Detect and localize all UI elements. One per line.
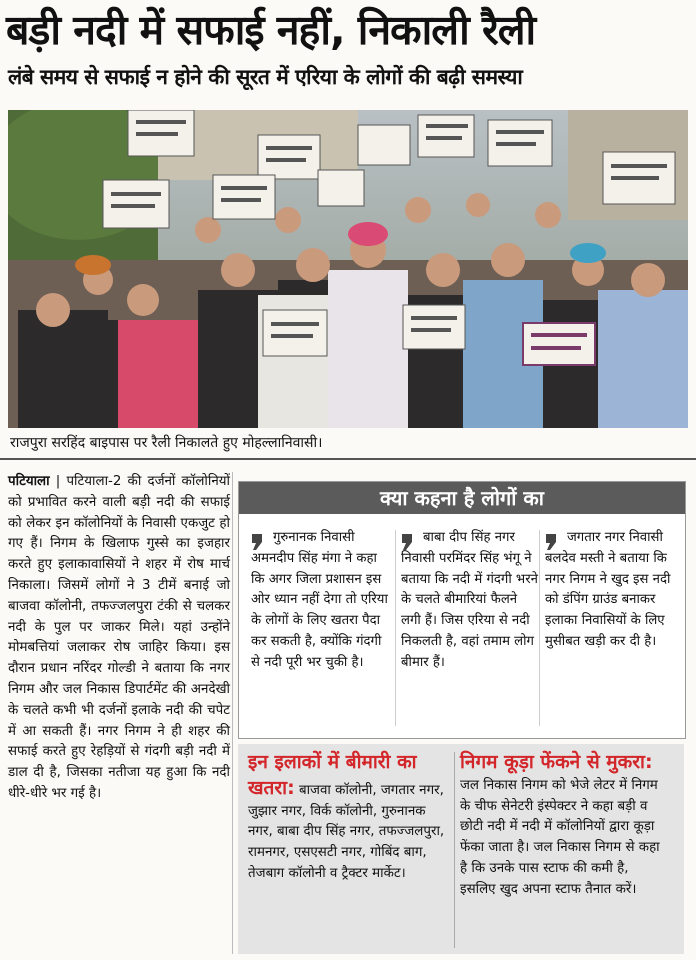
- dateline-separator: |: [49, 474, 67, 489]
- disease-risk-column: [248, 750, 454, 885]
- quote-2: [401, 528, 541, 674]
- quote-3: [545, 528, 685, 653]
- section-divider: [0, 458, 696, 460]
- photo-caption: राजपुरा सरहिंद बाइपास पर रैली निकालते हुए मोहल्लानिवासी।: [10, 435, 323, 451]
- subheadline: लंबे समय से सफाई न होने की सूरत में एरिया के लोगों की बढ़ी समस्या: [8, 65, 523, 89]
- quote-1-text: ने कहा कि अगर जिला प्रशासन इस ओर ध्यान नहीं देगा तो एरिया के लोगों के लिए खतरा पैदा कर सकती है, क्योंकि गंदगी से नदी पूरी भर चुकी है।: [251, 550, 388, 670]
- article-text: पटियाला-2 की दर्जनों कॉलोनियों को प्रभावित करने वाली बड़ी नदी की सफाई को लेकर इन कॉलोनियों के निवासी एकजुट हो गए हैं। निगम के खिलाफ गुस्से का इजहार करते हुए इलाकावासियों ने शहर में रोष मार्च निकाला। जिसमें लोगों ने 3 टीमें बनाई जो बाजवा कॉलोनी, तफज्जलपुरा टंकी से चलकर नदी के पुल पर जाकर मिले। यहां उन्होंने मोमबत्तियां जलाकर रोष जाहिर किया। इस दौरान प्रधान नरिंदर गोल्डी ने बताया कि नगर निगम और जल निकास डिपार्टमेंट की अनदेखी के चलते कभी भी दर्जनों इलाके नदी की चपेट में आ सकती हैं। नगर निगम ने ही शहर की सफाई करते हुए रेहड़ियों से गंदगी बड़ी नदी में डाल दी है, जिसका नतीजा यह हुआ कि नदी धीरे-धीरे भर गई है।: [8, 474, 230, 801]
- disease-risk-heading: इन इलाकों में बीमारी का खतरा:: [248, 751, 417, 799]
- headline: बड़ी नदी में सफाई नहीं, निकाली रैली: [6, 6, 536, 54]
- opinions-box: [238, 481, 686, 739]
- quote-divider: [395, 530, 396, 726]
- article-dateline: पटियाला: [8, 474, 50, 489]
- quote-divider: [539, 530, 540, 726]
- quote-mark-icon: [251, 534, 263, 550]
- quote-mark-icon: [401, 534, 413, 550]
- column-divider: [232, 472, 233, 954]
- quote-1: [251, 528, 391, 674]
- rally-photo-illustration: [8, 110, 688, 428]
- opinions-heading: क्या कहना है लोगों का: [239, 482, 685, 514]
- sidebar-divider: [454, 752, 455, 948]
- quote-1-intro: गुरुनानक निवासी अमनदीप सिंह मंगा: [251, 530, 355, 566]
- corporation-denial-heading: निगम कूड़ा फेंकने से मुकरा:: [460, 751, 653, 773]
- corporation-denial-text: जल निकास निगम को भेजे लेटर में निगम के चीफ सेनेटरी इंस्पेक्टर ने कहा बड़ी व छोटी नदी में नदी में कॉलोनियों द्वारा कूड़ा फेंका जाता है। जल निकास निगम से कहा है कि उनके पास स्टाफ की कमी है, इसलिए खुद अपना स्टाफ तैनात करें।: [460, 777, 660, 897]
- rally-photo: [8, 110, 688, 428]
- quote-3-text: मस्ती ने बताया कि नगर निगम ने खुद इस नदी को डंपिंग ग्राउंड बनाकर इलाका निवासियों के लिए मुसीबत खड़ी कर दी है।: [545, 550, 671, 649]
- sidebar-box: [238, 744, 684, 954]
- quote-2-intro: बाबा दीप सिंह नगर निवासी परमिंदर सिंह भंगू: [401, 530, 520, 566]
- disease-risk-text: बाजवा कॉलोनी, जगतार नगर, जुझार नगर, विर्क कॉलोनी, गुरुनानक नगर, बाबा दीप सिंह नगर, तफज्जलपुरा, रामनगर, एसएसटी नगर, गोबिंद बाग, तेजबाग कॉलोनी व ट्रैक्टर मार्केट।: [248, 782, 445, 881]
- quote-mark-icon: [545, 534, 557, 550]
- corporation-denial-column: [460, 750, 666, 901]
- quote-2-text: ने बताया कि नदी में गंदगी भरने के चलते बीमारियां फैलने लगी हैं। जिस एरिया से नदी निकलती है, वहां तमाम लोग बीमार हैं।: [401, 550, 538, 670]
- quote-3-intro: जगतार नगर निवासी बलदेव: [545, 530, 663, 566]
- article-body: [8, 472, 230, 805]
